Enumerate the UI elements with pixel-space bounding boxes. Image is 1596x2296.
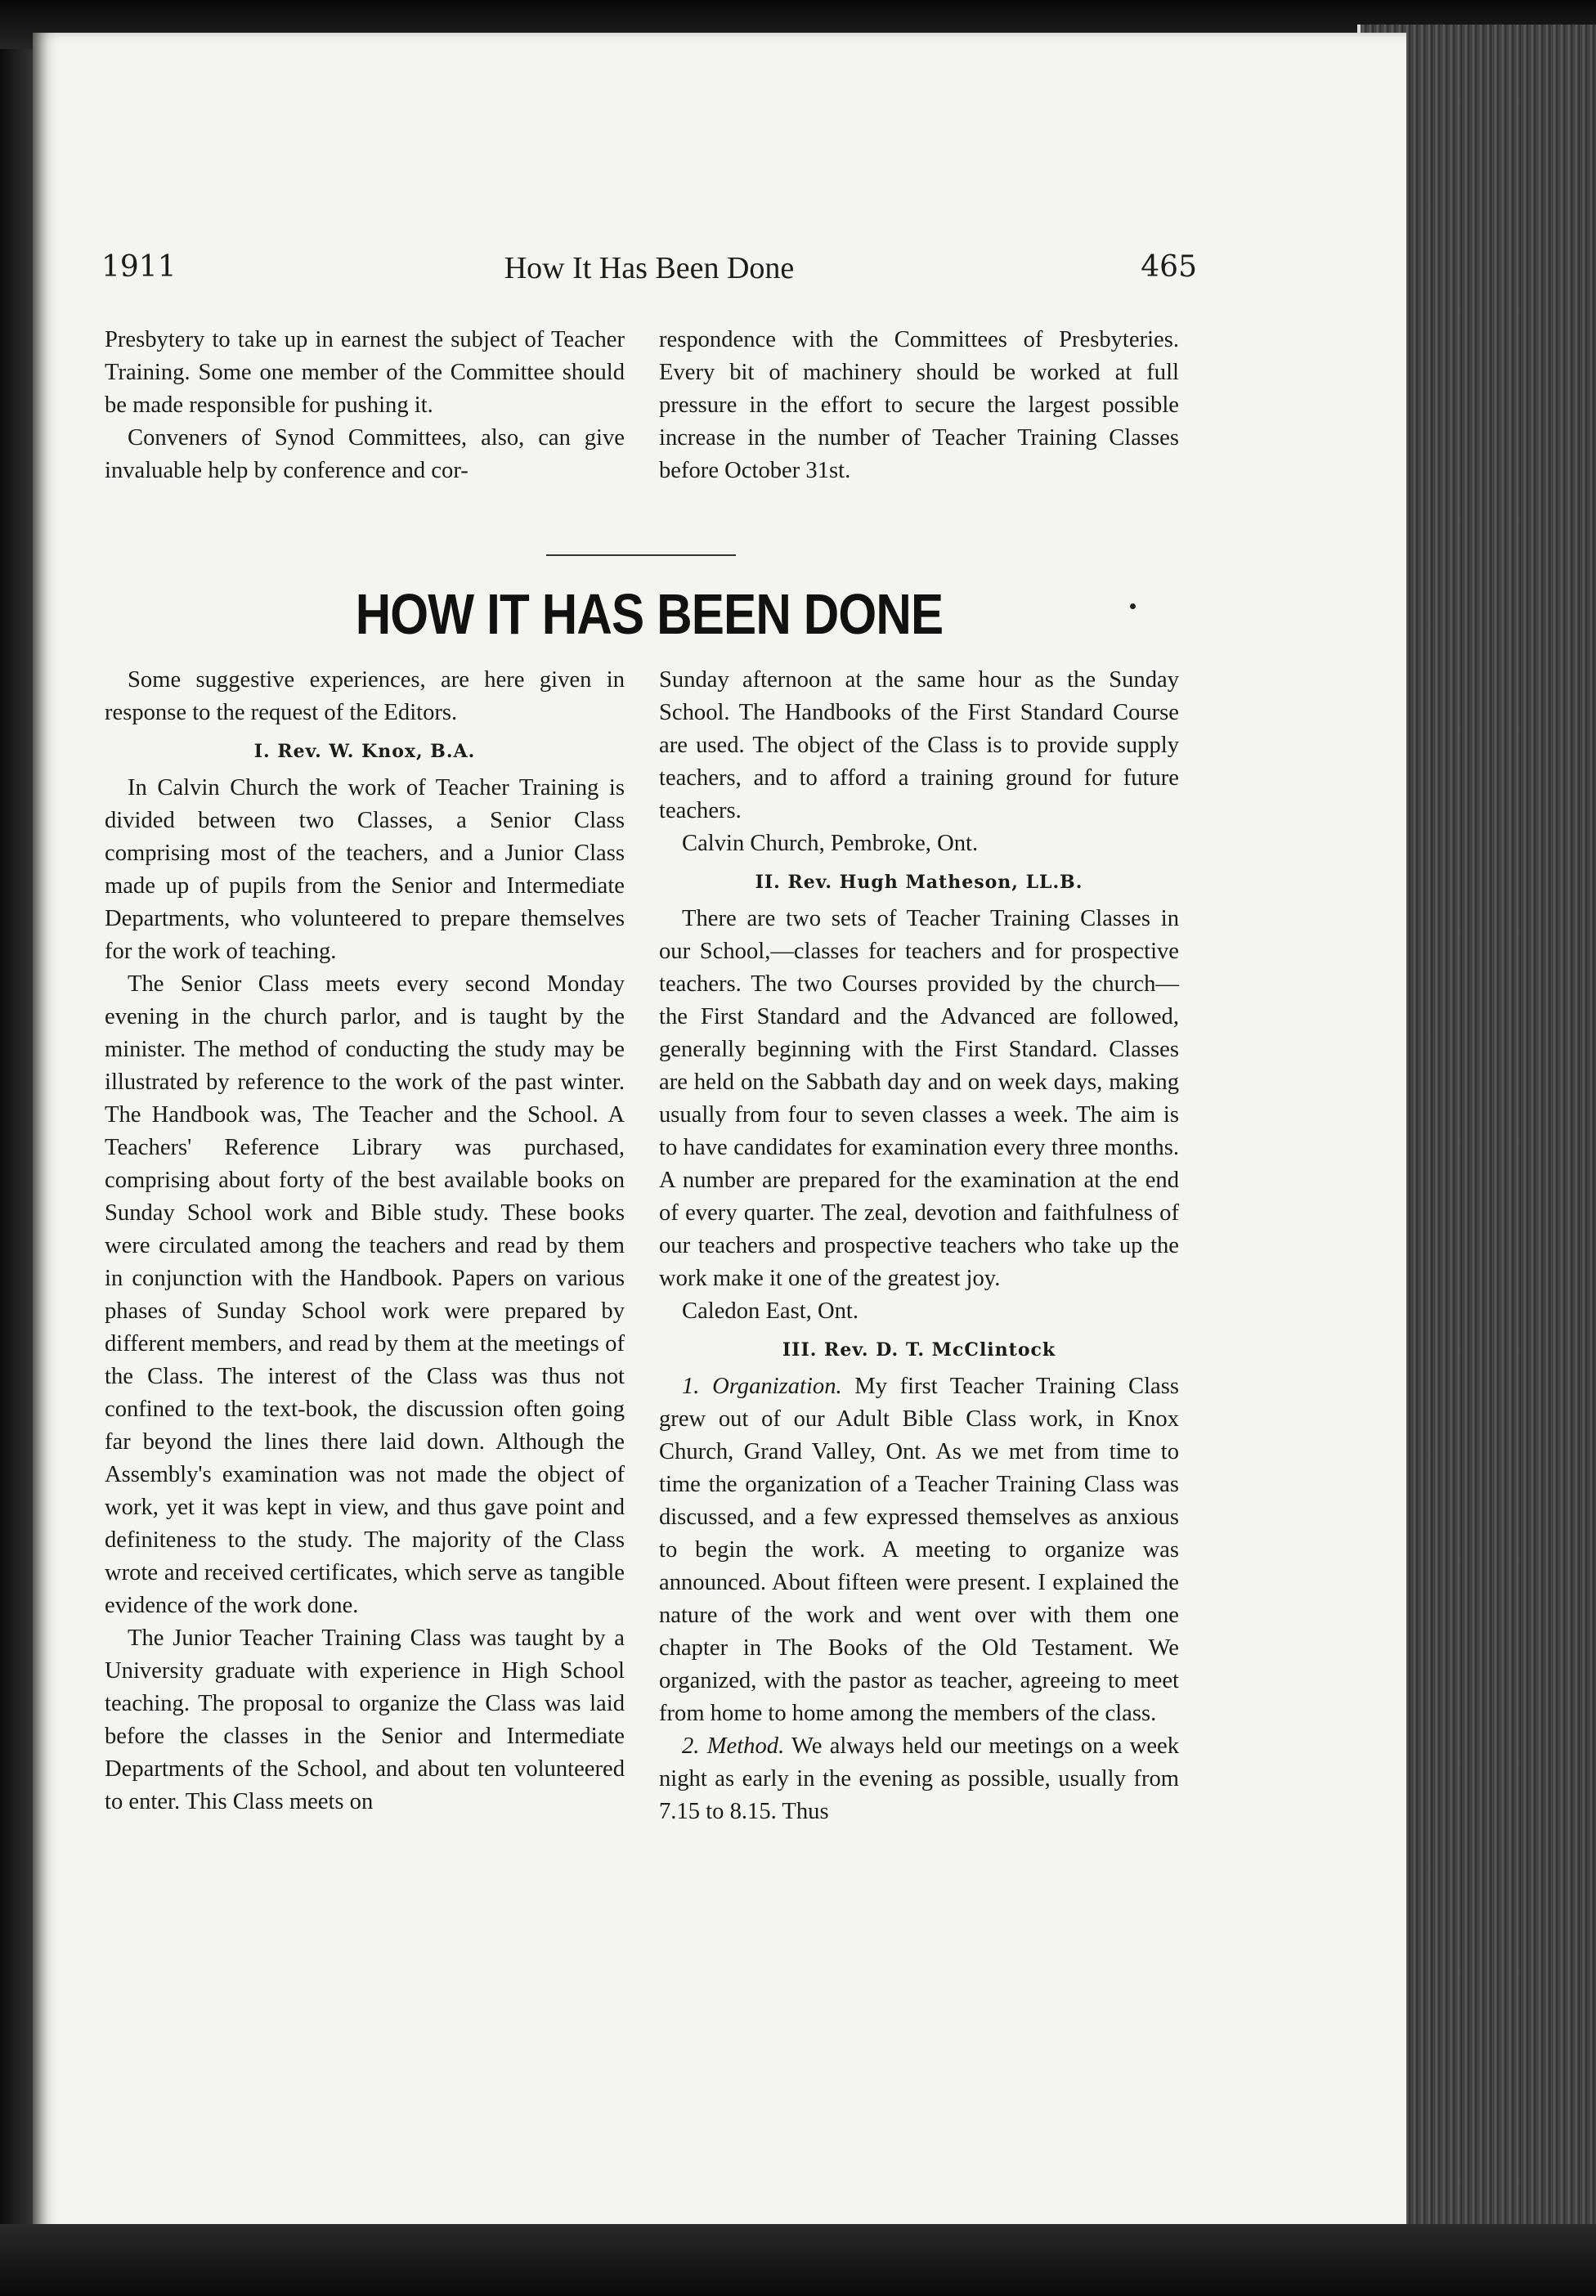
- section-heading-3: III. Rev. D. T. McClintock: [782, 1339, 1056, 1361]
- section-heading-2: II. Rev. Hugh Matheson, LL.B.: [755, 872, 1083, 893]
- running-head-year: 1911: [101, 250, 177, 284]
- paragraph: In Calvin Church the work of Teacher Training is divided between two Classes, a Senior Class comprising most of the teachers, and a Junior Class made up of pupils from the Senior and Intermediate Departments, who volunteered to prepare themselves for the work of teaching.: [105, 775, 625, 964]
- scan-bottom-border: [0, 2224, 1596, 2296]
- article-left-column: [105, 664, 625, 1818]
- paragraph: The Junior Teacher Training Class was taught by a University graduate with experience in High School teaching. The proposal to organize the Class was laid before the classes in the Senior and Intermediate Departments of the School, and about ten volunteered to enter. This Class meets on: [105, 1626, 625, 1814]
- top-left-column: [105, 324, 625, 487]
- location-line: Calvin Church, Pembroke, Ont.: [682, 831, 979, 856]
- article-right-column: [659, 664, 1179, 1828]
- scan-speck: [1130, 603, 1136, 609]
- paragraph: respondence with the Committees of Presbyteries. Every bit of machinery should be worked at full pressure in the effort to secure the largest possible increase in the number of Teacher Training Classes before October 31st.: [659, 327, 1179, 483]
- section-heading-1: I. Rev. W. Knox, B.A.: [253, 741, 476, 762]
- paragraph-text: My first Teacher Training Class grew out of our Adult Bible Class work, in Knox Church, Grand Valley, Ont. As we met from time to time the organization of a Teacher Training Class was discussed, and a few expressed themselves as anxious to begin the work. A meeting to organize was announced. About fifteen were present. I explained the nature of the work and went over with them one chapter in The Books of the Old Testament. We organized, with the pastor as teacher, agreeing to meet from home to home among the members of the class.: [659, 1374, 1179, 1726]
- paragraph: [659, 1730, 1179, 1828]
- paragraph: Conveners of Synod Committees, also, can give invaluable help by conference and cor-: [105, 425, 625, 483]
- location-line: Caledon East, Ont.: [682, 1298, 859, 1324]
- running-head-title: How It Has Been Done: [504, 251, 795, 285]
- paragraph: There are two sets of Teacher Training Classes in our School,—classes for teachers and for prospective teachers. The two Courses provided by the church—the First Standard and the Advanced are followed, generally beginning with the First Standard. Classes are held on the Sabbath day and on week days, making usually from four to seven classes a week. The aim is to have candidates for examination every three months. A number are prepared for the examination at the end of every quarter. The zeal, devotion and faithfulness of our teachers and prospective teachers who take up the work make it one of the greatest joy.: [659, 906, 1179, 1291]
- paragraph: [659, 1370, 1179, 1730]
- subsection-label: 1. Organization.: [682, 1374, 842, 1399]
- article-intro: Some suggestive experiences, are here given in response to the request of the Editors.: [105, 667, 625, 725]
- subsection-label: 2. Method.: [682, 1733, 785, 1759]
- page-number: 465: [1141, 250, 1197, 284]
- top-right-column: [659, 324, 1179, 487]
- article-title: HOW IT HAS BEEN DONE: [355, 582, 944, 646]
- section-divider-rule: [546, 554, 736, 556]
- paragraph-text: We always held our meetings on a week night as early in the evening as possible, usually from 7.15 to 8.15. Thus: [659, 1733, 1179, 1824]
- paragraph: Presbytery to take up in earnest the subject of Teacher Training. Some one member of the Committee should be made responsible for pushing it.: [105, 327, 625, 418]
- running-head: [101, 245, 1197, 294]
- paragraph-continued: Sunday afternoon at the same hour as the Sunday School. The Handbooks of the First Standard Course are used. The object of the Class is to provide supply teachers, and to afford a training ground for future teachers.: [659, 667, 1179, 823]
- paragraph: The Senior Class meets every second Monday evening in the church parlor, and is taught by the minister. The method of conducting the study may be illustrated by reference to the work of the past winter. The Handbook was, The Teacher and the School. A Teachers' Reference Library was purchased, comprising about forty of the best available books on Sunday School work and Bible study. These books were circulated among the teachers and read by them in conjunction with the Handbook. Papers on various phases of Sunday School work were prepared by different members, and read by them at the meetings of the Class. The interest of the Class was thus not confined to the text-book, the discussion often going far beyond the lines there laid down. Although the Assembly's examination was not made the object of work, yet it was kept in view, and thus gave point and definiteness to the study. The majority of the Class wrote and received certificates, which serve as tangible evidence of the work done.: [105, 971, 625, 1618]
